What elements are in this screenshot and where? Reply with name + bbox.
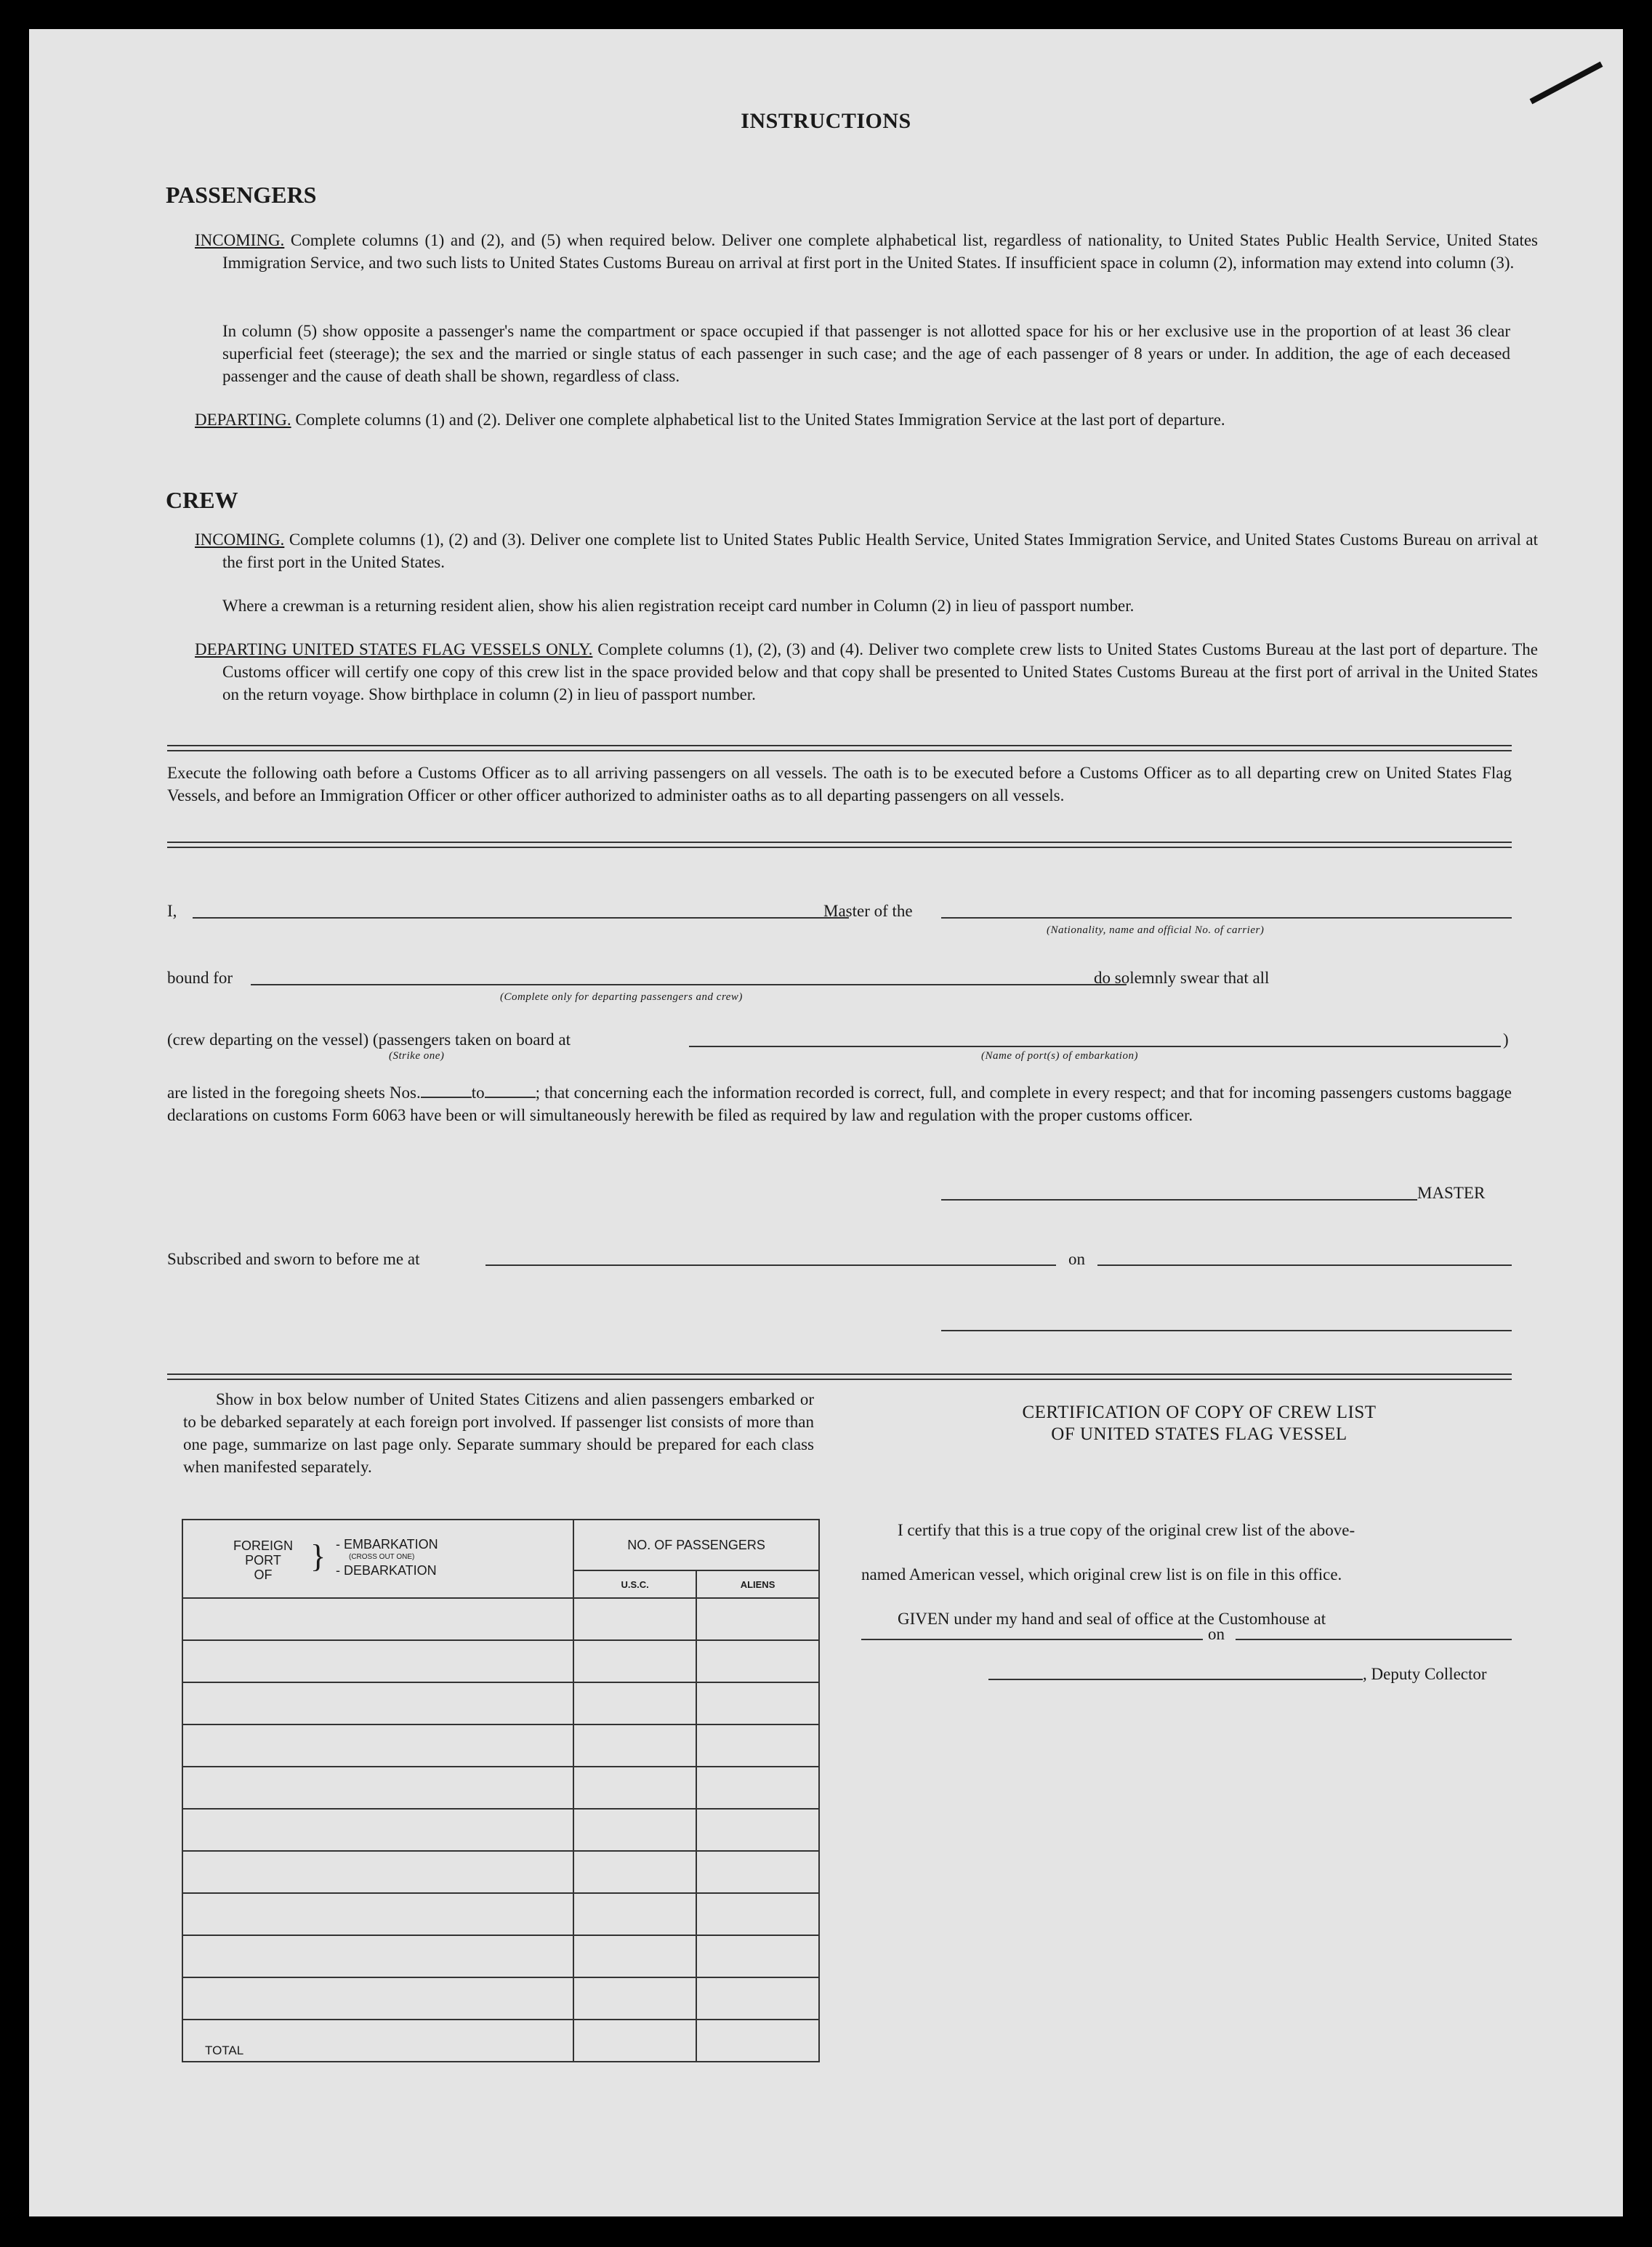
resident-alien-paragraph: Where a crewman is a returning resident alien, show his alien registration receipt card number in Column (2) in lieu of passport number. xyxy=(222,597,1135,615)
master-name-field[interactable] xyxy=(193,917,849,919)
strike-caption: (Strike one) xyxy=(389,1050,445,1062)
crew-departing-label: DEPARTING UNITED STATES FLAG VESSELS ONLY. xyxy=(195,640,593,658)
table-row xyxy=(182,1724,819,1767)
sheet-from-field[interactable] xyxy=(421,1097,472,1098)
no-passengers-header: NO. OF PASSENGERS xyxy=(573,1520,819,1570)
listed-to: to xyxy=(471,1084,485,1102)
passenger-summary-table xyxy=(182,1519,820,2062)
port-cell[interactable] xyxy=(182,1598,573,1640)
master-of-label: Master of the xyxy=(823,902,913,920)
crew-departing-paragraph xyxy=(195,638,1538,706)
aliens-cell[interactable] xyxy=(696,1724,819,1767)
incoming-label: INCOMING. xyxy=(195,231,285,249)
cert-date-field[interactable] xyxy=(1236,1639,1512,1640)
brace-mark: } xyxy=(310,1538,326,1574)
deputy-collector-label: , Deputy Collector xyxy=(1363,1665,1487,1683)
table-row xyxy=(182,1893,819,1935)
aliens-cell[interactable] xyxy=(696,1809,819,1851)
sheet-to-field[interactable] xyxy=(485,1097,536,1098)
aliens-cell[interactable] xyxy=(696,1640,819,1682)
crew-heading: CREW xyxy=(166,487,238,513)
certify-line-2: named American vessel, which original crew list is on file in this office. xyxy=(861,1565,1342,1584)
cross-out-label: (CROSS OUT ONE) xyxy=(349,1553,415,1561)
nationality-caption: (Nationality, name and official No. of carrier) xyxy=(1047,924,1265,936)
master-signature-field[interactable] xyxy=(941,1199,1417,1201)
certify-line-1: I certify that this is a true copy of the original crew list of the above- xyxy=(898,1521,1355,1539)
port-cell[interactable] xyxy=(182,1809,573,1851)
sworn-place-field[interactable] xyxy=(485,1264,1056,1266)
total-usc-cell[interactable] xyxy=(573,2020,696,2062)
of-label: OF xyxy=(254,1568,273,1582)
usc-cell[interactable] xyxy=(573,1724,696,1767)
oath-i-label: I, xyxy=(167,902,177,920)
crew-incoming-paragraph xyxy=(195,528,1538,573)
port-cell[interactable] xyxy=(182,1893,573,1935)
customhouse-field[interactable] xyxy=(861,1639,1203,1640)
aliens-cell[interactable] xyxy=(696,1682,819,1724)
aliens-cell[interactable] xyxy=(696,1935,819,1977)
aliens-cell[interactable] xyxy=(696,1851,819,1893)
usc-cell[interactable] xyxy=(573,1851,696,1893)
divider-double-2 xyxy=(167,842,1512,848)
listed-text-b: ; that concerning each the information recorded is correct, full, and complete in every respect; and that for incoming passengers customs baggage declarations on customs Form 6063 have been or will simultaneously herewith be filed as required by law and regulation with the proper customs officer. xyxy=(167,1084,1512,1124)
sworn-on-label: on xyxy=(1068,1250,1085,1268)
port-cell[interactable] xyxy=(182,1640,573,1682)
passengers-heading: PASSENGERS xyxy=(166,182,317,208)
cert-on-label: on xyxy=(1208,1625,1225,1643)
usc-cell[interactable] xyxy=(573,1682,696,1724)
port-cell[interactable] xyxy=(182,1851,573,1893)
embarkation-label: - EMBARKATION xyxy=(336,1537,438,1552)
certification-title-1: CERTIFICATION OF COPY OF CREW LIST xyxy=(1022,1403,1377,1422)
crew-passengers-label: (crew departing on the vessel) (passengers taken on board at xyxy=(167,1030,571,1049)
usc-cell[interactable] xyxy=(573,1935,696,1977)
port-cell[interactable] xyxy=(182,1724,573,1767)
port-cell[interactable] xyxy=(182,1767,573,1809)
column5-paragraph: In column (5) show opposite a passenger's name the compartment or space occupied if that passenger is not allotted space for his or her exclusive use in the proportion of at least 36 clear superficial feet (steerage); the sex and the married or single status of each passenger in such case; and the age of each passenger of 8 years or under. In addition, the age of each deceased passenger and the cause of death shall be shown, regardless of class. xyxy=(222,322,1510,385)
close-paren: ) xyxy=(1503,1030,1509,1049)
table-row xyxy=(182,1598,819,1640)
usc-cell[interactable] xyxy=(573,1767,696,1809)
incoming-text: Complete columns (1) and (2), and (5) when required below. Deliver one complete alphabetical list, regardless of nationality, to United States Public Health Service, United States Immigration Service, and two such lists to United States Customs Bureau on arrival at first port in the United States. If insufficient space in column (2), information may extend into column (3). xyxy=(222,231,1539,272)
bound-for-label: bound for xyxy=(167,969,233,987)
total-row xyxy=(182,2020,819,2062)
divider-double-3 xyxy=(167,1373,1512,1380)
divider-double-1 xyxy=(167,745,1512,751)
deputy-signature-field[interactable] xyxy=(988,1679,1363,1680)
given-line: GIVEN under my hand and seal of office at the Customhouse at xyxy=(898,1610,1326,1628)
total-label: TOTAL xyxy=(182,2020,573,2062)
listed-text-a: are listed in the foregoing sheets Nos. xyxy=(167,1084,421,1102)
corner-scratch-mark xyxy=(1530,62,1603,105)
crew-incoming-label: INCOMING. xyxy=(195,531,285,549)
aliens-cell[interactable] xyxy=(696,1893,819,1935)
departing-label: DEPARTING. xyxy=(195,411,291,429)
table-row xyxy=(182,1851,819,1893)
ports-caption: (Name of port(s) of embarkation) xyxy=(981,1050,1138,1062)
usc-header: U.S.C. xyxy=(573,1570,696,1598)
usc-cell[interactable] xyxy=(573,1977,696,2020)
listed-paragraph xyxy=(167,1081,1512,1126)
aliens-cell[interactable] xyxy=(696,1767,819,1809)
table-row xyxy=(182,1640,819,1682)
port-label: PORT xyxy=(245,1553,281,1568)
port-cell[interactable] xyxy=(182,1682,573,1724)
port-cell[interactable] xyxy=(182,1977,573,2020)
usc-cell[interactable] xyxy=(573,1809,696,1851)
passengers-incoming-paragraph xyxy=(195,229,1538,274)
form-sheet xyxy=(29,29,1623,2216)
departing-text: Complete columns (1) and (2). Deliver one complete alphabetical list to the United States Immigration Service at the last port of departure. xyxy=(295,411,1225,429)
debarkation-label: - DEBARKATION xyxy=(336,1563,437,1578)
embarkation-ports-field[interactable] xyxy=(689,1046,1501,1047)
passengers-departing-paragraph xyxy=(195,408,1538,431)
table-row xyxy=(182,1809,819,1851)
port-header-cell xyxy=(182,1520,573,1598)
officer-signature-field[interactable] xyxy=(941,1330,1512,1331)
master-label: MASTER xyxy=(1417,1184,1486,1202)
carrier-field[interactable] xyxy=(941,917,1512,919)
aliens-cell[interactable] xyxy=(696,1977,819,2020)
crew-incoming-text: Complete columns (1), (2) and (3). Deliver one complete list to United States Public Health Service, United States Immigration Service, and United States Customs Bureau on arrival at the first port in the United States. xyxy=(222,531,1538,571)
sworn-date-field[interactable] xyxy=(1097,1264,1512,1266)
swear-label: do solemnly swear that all xyxy=(1094,969,1270,987)
usc-cell[interactable] xyxy=(573,1893,696,1935)
table-row xyxy=(182,1977,819,2020)
aliens-cell[interactable] xyxy=(696,1598,819,1640)
crew-departing-text: Complete columns (1), (2), (3) and (4). Deliver two complete crew lists to United States Customs Bureau at the last port of departure. The Customs officer will certify one copy of this crew list in the space provided below and that copy shall be presented to United States Customs Bureau at the first port of arrival in the United States on the return voyage. Show birthplace in column (2) in lieu of passport number. xyxy=(222,640,1539,703)
table-row xyxy=(182,1767,819,1809)
oath-intro-paragraph: Execute the following oath before a Customs Officer as to all arriving passengers on all vessels. The oath is to be executed before a Customs Officer as to all departing crew on United States Flag Vessels, and before an Immigration Officer or other officer authorized to administer oaths as to all departing passengers on all vessels. xyxy=(167,764,1512,804)
usc-cell[interactable] xyxy=(573,1598,696,1640)
port-cell[interactable] xyxy=(182,1935,573,1977)
instructions-title: INSTRUCTIONS xyxy=(741,109,911,133)
certification-title-2: OF UNITED STATES FLAG VESSEL xyxy=(1051,1424,1347,1444)
departing-caption: (Complete only for departing passengers and crew) xyxy=(500,991,743,1003)
table-row xyxy=(182,1682,819,1724)
summary-instructions: Show in box below number of United States Citizens and alien passengers embarked or to be debarked separately at each foreign port involved. If passenger list consists of more than one page, summarize on last page only. Separate summary should be prepared for each class when manifested separately. xyxy=(183,1390,814,1476)
subscribed-label: Subscribed and sworn to before me at xyxy=(167,1250,420,1268)
usc-cell[interactable] xyxy=(573,1640,696,1682)
foreign-label: FOREIGN xyxy=(233,1538,293,1553)
bound-for-field[interactable] xyxy=(251,984,1127,985)
aliens-header: ALIENS xyxy=(696,1570,819,1598)
total-aliens-cell[interactable] xyxy=(696,2020,819,2062)
table-row xyxy=(182,1935,819,1977)
